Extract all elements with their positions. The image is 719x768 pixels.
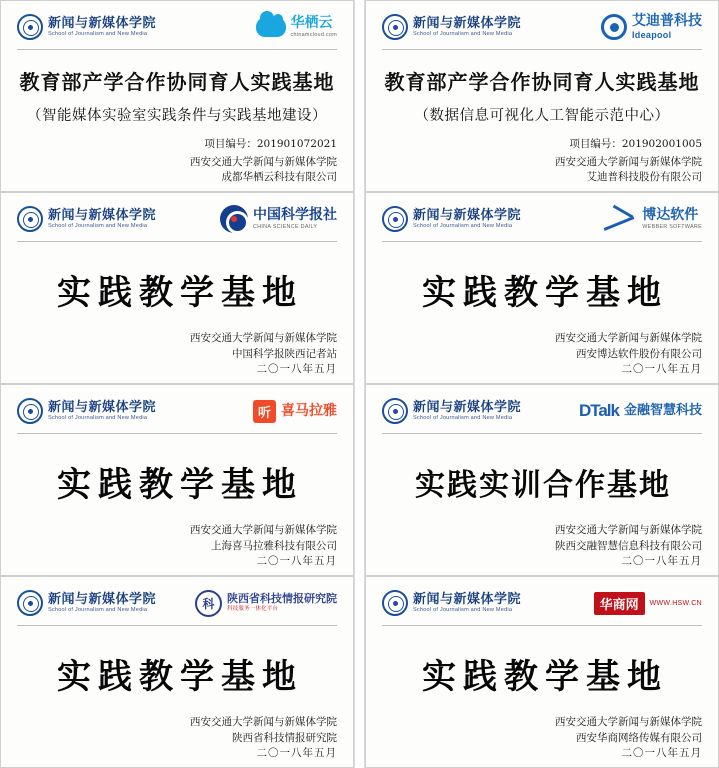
plaque-card-2 (365, 0, 719, 192)
partner-logo (603, 208, 702, 230)
plaque-date: 二〇一八年五月 (621, 554, 702, 567)
partner-name-cn: 艾迪普科技 (632, 12, 702, 29)
university-seal-icon (382, 206, 408, 232)
logo-row (17, 583, 337, 626)
org-line-1: 西安交通大学新闻与新媒体学院 (190, 332, 337, 345)
plaque-title: 实践实训合作基地 (415, 467, 671, 503)
logo-row (382, 583, 702, 626)
plaque-date: 二〇一八年五月 (256, 362, 337, 375)
plaque-footer (555, 137, 702, 185)
university-seal-icon (17, 206, 43, 232)
partner-logo (220, 205, 337, 233)
school-name-cn: 新闻与新媒体学院 (48, 207, 157, 223)
school-name-en: School of Journalism and New Media (413, 606, 513, 613)
partner-logo (195, 590, 337, 617)
plaque-footer (190, 523, 337, 569)
partner-logo (594, 592, 702, 615)
school-name-en: School of Journalism and New Media (48, 222, 148, 229)
partner-logo (256, 16, 337, 38)
org-line-2: 西安华商网络传媒有限公司 (576, 731, 702, 744)
plaque-title: 实践教学基地 (422, 273, 668, 314)
plaque-date: 二〇一八年五月 (621, 362, 702, 375)
org-line-2: 陕西交融智慧信息科技有限公司 (555, 539, 702, 552)
university-seal-icon (17, 398, 43, 424)
partner-logo (601, 14, 702, 40)
org-line-1: 西安交通大学新闻与新媒体学院 (190, 524, 337, 537)
plaque-card-1 (0, 0, 354, 192)
university-seal-icon (17, 14, 43, 40)
plaque-title: 实践教学基地 (57, 657, 303, 698)
plaque-date: 二〇一八年五月 (256, 554, 337, 567)
partner-name-cn: 陕西省科技情报研究院 (227, 592, 337, 606)
org-line-2: 陕西省科技情报研究院 (232, 731, 337, 744)
plaque-title: 教育部产学合作协同育人实践基地 (19, 70, 335, 95)
school-logo (382, 206, 521, 232)
partner-name-en: chinamcloud.com (290, 31, 337, 38)
org-line-2: 西安博达软件股份有限公司 (576, 347, 702, 360)
school-name-cn: 新闻与新媒体学院 (48, 399, 157, 415)
logo-row (17, 199, 337, 242)
plaque-body (17, 50, 337, 137)
school-name-cn: 新闻与新媒体学院 (48, 15, 157, 31)
school-name-en: School of Journalism and New Media (48, 606, 148, 613)
school-name-cn: 新闻与新媒体学院 (413, 15, 522, 31)
column-gutter (354, 192, 365, 384)
project-number: 201901072021 (256, 138, 337, 151)
logo-row (17, 391, 337, 434)
org-line-1: 西安交通大学新闻与新媒体学院 (190, 155, 337, 168)
school-name-cn: 新闻与新媒体学院 (413, 591, 522, 607)
plaque-footer (555, 523, 702, 569)
plaque-title: 实践教学基地 (57, 273, 303, 314)
partner-name-cn: 喜马拉雅 (281, 402, 337, 419)
project-number: 201902001005 (621, 138, 702, 151)
school-name-en: School of Journalism and New Media (413, 222, 513, 229)
dtalk-icon: DTalk (578, 401, 619, 420)
plaque-body (17, 626, 337, 715)
org-line-1: 西安交通大学新闻与新媒体学院 (555, 155, 702, 168)
org-line-2: 上海喜马拉雅科技有限公司 (211, 539, 337, 552)
plaque-footer (190, 137, 337, 185)
partner-name-en: WEBBER SOFTWARE (642, 223, 702, 230)
partner-name-en: Ideapool (632, 29, 672, 40)
org-line-1: 西安交通大学新闻与新媒体学院 (555, 716, 702, 729)
org-line-2: 中国科学报陕西记者站 (232, 347, 337, 360)
column-gutter (354, 384, 365, 576)
school-name-cn: 新闻与新媒体学院 (413, 207, 522, 223)
logo-row (382, 391, 702, 434)
plaque-body (382, 434, 702, 523)
school-logo (17, 590, 156, 616)
project-label: 项目编号： (204, 138, 257, 151)
plaque-body (17, 242, 337, 331)
plaque-card-3 (0, 192, 354, 384)
org-line-1: 西安交通大学新闻与新媒体学院 (555, 524, 702, 537)
hsw-icon: 华商网 (594, 592, 645, 615)
plaque-footer (555, 715, 702, 761)
swoosh-icon (603, 208, 637, 230)
university-seal-icon (382, 590, 408, 616)
partner-name-cn: 中国科学报社 (253, 206, 337, 223)
plaque-card-7 (0, 576, 354, 768)
plaque-title: 教育部产学合作协同育人实践基地 (384, 70, 700, 95)
plaque-body (382, 50, 702, 137)
column-gutter (354, 576, 365, 768)
school-logo (17, 398, 156, 424)
school-name-en: School of Journalism and New Media (413, 30, 513, 37)
partner-name-cn: 博达软件 (642, 206, 699, 223)
partner-name-en: CHINA SCIENCE DAILY (253, 223, 318, 230)
school-name-en: School of Journalism and New Media (413, 414, 513, 421)
plaque-footer (190, 331, 337, 377)
plaque-title: 实践教学基地 (422, 657, 668, 698)
shield-icon: 科 (195, 590, 222, 617)
plaque-date: 二〇一八年五月 (256, 746, 337, 759)
plaque-footer (190, 715, 337, 761)
ximalaya-icon: 听 (253, 400, 276, 423)
partner-name-cn: 金融智慧科技 (623, 403, 702, 419)
plaque-subtitle: （数据信息可视化人工智能示范中心） (414, 108, 670, 125)
plaque-body (382, 626, 702, 715)
plaque-date: 二〇一八年五月 (621, 746, 702, 759)
university-seal-icon (17, 590, 43, 616)
partner-name-en: WWW.HSW.CN (649, 600, 702, 608)
plaque-card-8 (365, 576, 719, 768)
plaque-card-4 (365, 192, 719, 384)
school-logo (382, 14, 521, 40)
project-label: 项目编号： (569, 138, 622, 151)
school-logo (17, 14, 156, 40)
plaque-title: 实践教学基地 (57, 465, 303, 506)
target-icon (220, 205, 248, 233)
column-gutter (354, 0, 365, 192)
school-name-en: School of Journalism and New Media (48, 414, 148, 421)
org-line-2: 成都华栖云科技有限公司 (221, 170, 337, 183)
school-logo (17, 206, 156, 232)
partner-name-en: 科技服务一体化平台 (227, 605, 279, 612)
ring-icon (601, 14, 627, 40)
school-name-cn: 新闻与新媒体学院 (413, 399, 522, 415)
logo-row (17, 7, 337, 50)
university-seal-icon (382, 398, 408, 424)
logo-row (382, 7, 702, 50)
school-name-cn: 新闻与新媒体学院 (48, 591, 157, 607)
plaque-body (17, 434, 337, 523)
university-seal-icon (382, 14, 408, 40)
plaque-body (382, 242, 702, 331)
logo-row (382, 199, 702, 242)
cloud-icon (256, 17, 286, 37)
partner-name-cn: 华栖云 (290, 14, 333, 31)
plaque-card-6 (365, 384, 719, 576)
school-logo (382, 398, 521, 424)
plaque-subtitle: （智能媒体实验室实践条件与实践基地建设） (27, 108, 327, 125)
partner-logo (253, 400, 337, 423)
plaque-card-5 (0, 384, 354, 576)
school-name-en: School of Journalism and New Media (48, 30, 148, 37)
org-line-1: 西安交通大学新闻与新媒体学院 (555, 332, 702, 345)
org-line-1: 西安交通大学新闻与新媒体学院 (190, 716, 337, 729)
plaque-footer (555, 331, 702, 377)
partner-logo (579, 401, 702, 421)
school-logo (382, 590, 521, 616)
org-line-2: 艾迪普科技股份有限公司 (586, 170, 702, 183)
